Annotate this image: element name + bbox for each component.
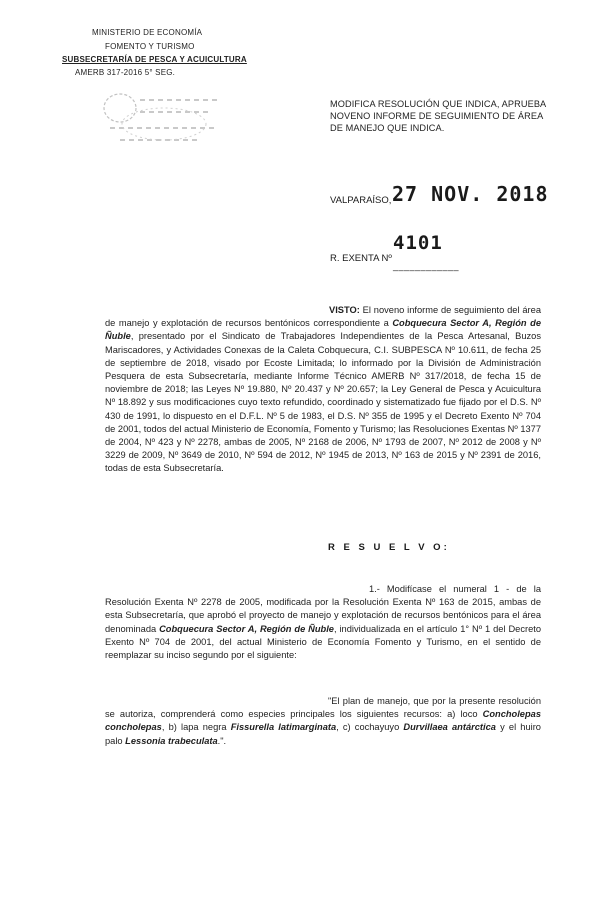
resolution-label: R. EXENTA Nº: [330, 253, 392, 264]
document-title: MODIFICA RESOLUCIÓN QUE INDICA, APRUEBA NOVENO INFORME DE SEGUIMIENTO DE ÁREA DE MANEJO QUE INDICA.: [330, 99, 546, 133]
visto-paragraph: [105, 304, 541, 476]
faded-stamp-icon: [100, 88, 228, 152]
header-fomento: FOMENTO Y TURISMO: [105, 42, 195, 51]
quote-text-2: , b) lapa negra: [161, 722, 231, 733]
resolution-blank-line: ____________: [393, 261, 460, 271]
quote-paragraph: [105, 695, 541, 748]
species-cochayuyo: Durvillaea antárctica: [403, 722, 496, 733]
resolution-number: 4101: [393, 232, 443, 254]
quote-text-3: , c) cochayuyo: [336, 722, 404, 733]
visto-area: Cobquecura Sector A, Región de Ñuble: [105, 318, 542, 342]
article-1-paragraph: [105, 583, 541, 662]
quote-text-5: .".: [217, 735, 227, 746]
place-label: VALPARAÍSO,: [330, 195, 392, 206]
document-date: 27 NOV. 2018: [392, 182, 549, 206]
visto-lead: VISTO:: [329, 305, 360, 315]
visto-text-2: , presentado por el Sindicato de Trabajadores Independientes de la Pesca Artesanal, Buzos Mariscadores, y Actividades Conexas de la Caleta Cobquecura, C.I. SUBPESCA Nº 10.611, de fecha 25 de septiembre de 2018, visado por Ecoste Limitada; lo informado por la División de Administración Pesquera de esta Subsecretaría, mediante Informe Técnico AMERB Nº 317/2018, de fecha 15 de noviembre de 2018; las Leyes Nº 19.880, Nº 20.437 y Nº 20.657; la Ley General de Pesca y Acuicultura Nº 18.892 y sus modificaciones cuyo texto refundido, coordinado y sistematizado fue fijado por el D.S. Nº 430 de 1991, lo dispuesto en el D.F.L. Nº 5 de 1983, el D.S. Nº 355 de 1995 y el Decreto Exento Nº 704 de 2001, todos del actual Ministerio de Economía, Fomento y Turismo; las Resoluciones Exentas Nº 1377 de 2004, Nº 423 y Nº 2278, ambas de 2005, Nº 2168 de 2006, Nº 1793 de 2007, Nº 2012 de 2008 y Nº 3229 de 2009, Nº 3649 de 2010, Nº 594 de 2012, Nº 1945 de 2013, Nº 163 de 2015 y Nº 2391 de 2016, todas de esta Subsecretaría.: [105, 331, 541, 474]
header-amerb-ref: AMERB 317-2016 5° SEG.: [75, 68, 176, 77]
quote-text-1: "El plan de manejo, que por la presente resolución se autoriza, comprenderá como especies principales los siguientes recursos: a) loco: [105, 696, 541, 720]
resuelvo-heading: R E S U E L V O:: [328, 542, 450, 553]
species-lapa: Fissurella latimarginata: [230, 722, 337, 733]
visto-text-1: El noveno informe de seguimiento del área de manejo y explotación de recursos bentónicos correspondiente a: [105, 305, 541, 329]
article-1-area: Cobquecura Sector A, Región de Ñuble: [159, 623, 334, 634]
quote-text-4: y el huiro palo: [105, 722, 541, 746]
article-1-text-2: , individualizada en el artículo 1° Nº 1 del Decreto Exento Nº 704 de 2001, del actual Ministerio de Economía Fomento y Turismo, en el sentido de reemplazar su inciso segundo por el siguiente:: [105, 623, 541, 661]
header-subsecretaria: SUBSECRETARÍA DE PESCA Y ACUICULTURA: [62, 55, 247, 64]
article-1-text-1: 1.- Modifícase el numeral 1 - de la Resolución Exenta Nº 2278 de 2005, modificada por la Resolución Exenta Nº 163 de 2015, ambas de esta Subsecretaría, que aprobó el proyecto de manejo y explotación de recursos bentónicos para el área denominada: [105, 584, 541, 634]
species-loco: Concholepas concholepas: [105, 709, 541, 733]
species-huiro: Lessonia trabeculata: [125, 735, 218, 746]
header-ministry: MINISTERIO DE ECONOMÍA: [92, 28, 203, 37]
